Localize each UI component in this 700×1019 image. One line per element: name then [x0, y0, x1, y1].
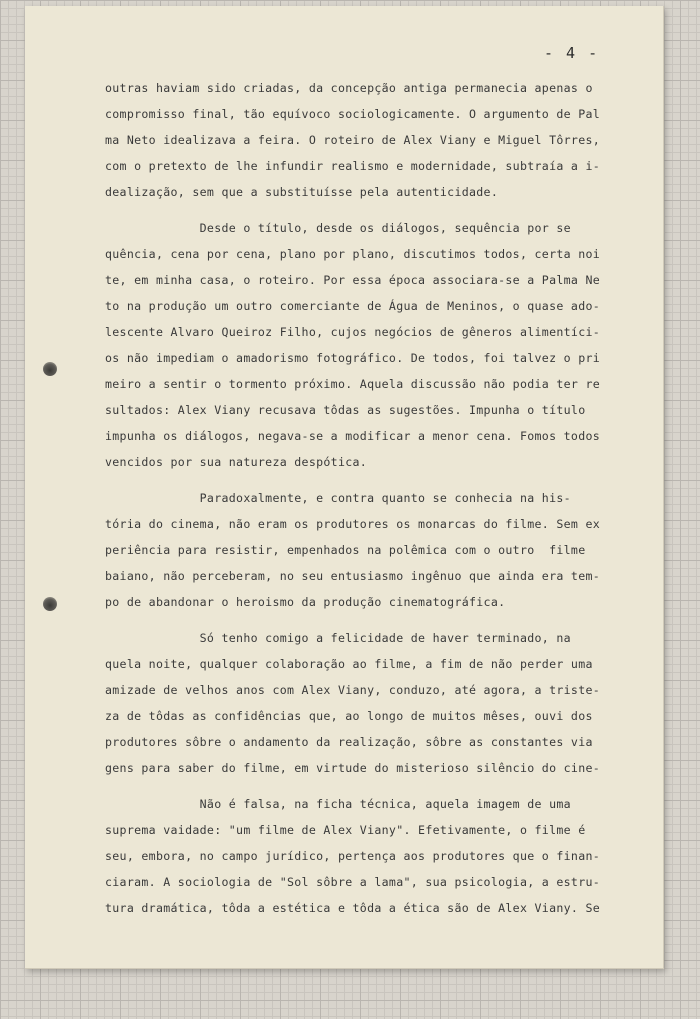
page-number: - 4 - [544, 44, 600, 62]
text-line: te, em minha casa, o roteiro. Por essa época associara-se a Palma Ne [105, 273, 601, 287]
text-line: quela noite, qualquer colaboração ao filme, a fim de não perder uma [105, 657, 593, 671]
text-line: com o pretexto de lhe infundir realismo e modernidade, subtraía a i- [105, 159, 601, 173]
text-line: suprema vaidade: "um filme de Alex Viany". Efetivamente, o filme é [105, 823, 586, 837]
text-line: lescente Alvaro Queiroz Filho, cujos negócios de gêneros alimentíci- [105, 325, 601, 339]
text-line: gens para saber do filme, em virtude do misterioso silêncio do cine- [105, 761, 601, 775]
text-line: tura dramática, tôda a estética e tôda a ética são de Alex Viany. Se [105, 901, 601, 915]
text-line: Paradoxalmente, e contra quanto se conhecia na his- [105, 491, 571, 505]
text-line: seu, embora, no campo jurídico, pertença aos produtores que o finan- [105, 849, 601, 863]
text-line: vencidos por sua natureza despótica. [105, 455, 368, 469]
text-line: to na produção um outro comerciante de Água de Meninos, o quase ado- [105, 299, 601, 313]
text-line: quência, cena por cena, plano por plano, discutimos todos, certa noi [105, 247, 601, 261]
text-line: sultados: Alex Viany recusava tôdas as sugestões. Impunha o título [105, 403, 586, 417]
text-line: tória do cinema, não eram os produtores os monarcas do filme. Sem ex [105, 517, 601, 531]
text-line: compromisso final, tão equívoco sociologicamente. O argumento de Pal [105, 107, 601, 121]
text-line: meiro a sentir o tormento próximo. Aquela discussão não podia ter re [105, 377, 601, 391]
text-line: Não é falsa, na ficha técnica, aquela imagem de uma [105, 797, 571, 811]
text-line: produtores sôbre o andamento da realização, sôbre as constantes via [105, 735, 593, 749]
punch-hole [43, 362, 57, 376]
typewritten-page [25, 6, 664, 969]
text-line: outras haviam sido criadas, da concepção antiga permanecia apenas o [105, 81, 593, 95]
text-line: ma Neto idealizava a feira. O roteiro de Alex Viany e Miguel Tôrres, [105, 133, 601, 147]
text-line: dealização, sem que a substituísse pela autenticidade. [105, 185, 499, 199]
text-line: ciaram. A sociologia de "Sol sôbre a lama", sua psicologia, a estru- [105, 875, 601, 889]
punch-hole [43, 597, 57, 611]
text-line: periência para resistir, empenhados na polêmica com o outro filme [105, 543, 586, 557]
text-line: za de tôdas as confidências que, ao longo de muitos mêses, ouvi dos [105, 709, 593, 723]
text-line: os não impediam o amadorismo fotográfico. De todos, foi talvez o pri [105, 351, 601, 365]
text-line: Só tenho comigo a felicidade de haver terminado, na [105, 631, 571, 645]
text-line: po de abandonar o heroismo da produção cinematográfica. [105, 595, 506, 609]
text-line: amizade de velhos anos com Alex Viany, conduzo, até agora, a triste- [105, 683, 601, 697]
text-line: impunha os diálogos, negava-se a modificar a menor cena. Fomos todos [105, 429, 601, 443]
text-line: Desde o título, desde os diálogos, sequência por se [105, 221, 571, 235]
text-line: baiano, não perceberam, no seu entusiasmo ingênuo que ainda era tem- [105, 569, 601, 583]
